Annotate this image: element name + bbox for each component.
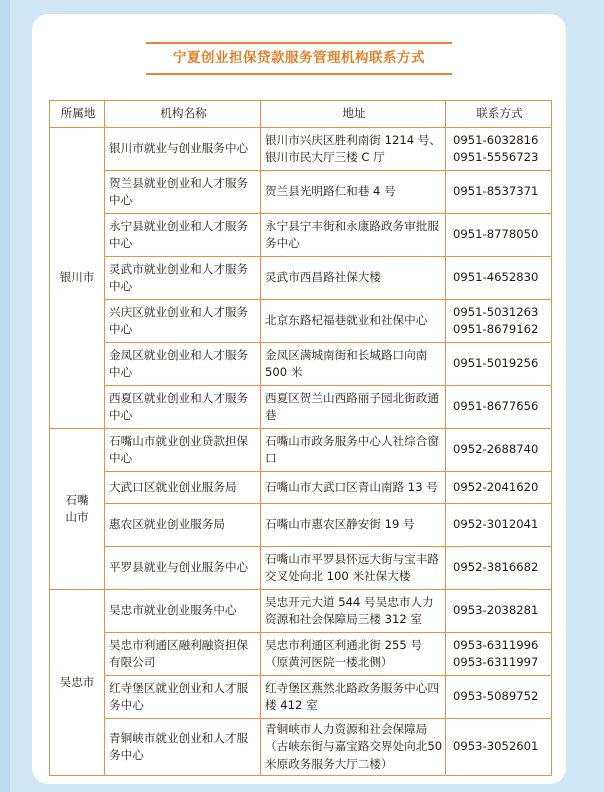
table-row: [50, 257, 552, 300]
phone-number: 0951-8679162: [453, 322, 539, 336]
address-cell: 西夏区贺兰山西路丽子园北街政通巷: [261, 386, 446, 429]
phone-number: 0953-6311997: [453, 655, 539, 669]
org-name-cell: 红寺堡区就业创业和人才服务中心: [105, 676, 261, 719]
org-name-cell: 吴忠市就业创业服务中心: [105, 590, 261, 633]
phone-cell: [446, 676, 552, 719]
header-address: 地址: [261, 101, 446, 128]
phone-cell: [446, 214, 552, 257]
org-name-cell: 青铜峡市就业创业和人才服务中心: [105, 719, 261, 776]
region-cell: 银川市: [50, 128, 105, 429]
org-name-cell: 石嘴山市就业创业贷款担保中心: [105, 429, 261, 472]
address-cell: 永宁县宁丰街和永康路政务审批服务中心: [261, 214, 446, 257]
address-cell: 贺兰县光明路仁和巷 4 号: [261, 171, 446, 214]
table-row: [50, 504, 552, 547]
phone-number: 0951-5031263: [453, 304, 539, 319]
table-row: [50, 547, 552, 590]
address-cell: 青铜峡市人力资源和社会保障局（古峡东街与嘉宝路交界处向北50 米原政务服务大厅二楼）: [261, 719, 446, 776]
address-cell: 金凤区满城南街和长城路口向南500 米: [261, 343, 446, 386]
address-cell: 石嘴山市惠农区静安街 19 号: [261, 504, 446, 547]
address-cell: 吴忠开元大道 544 号吴忠市人力资源和社会保障局三楼 312 室: [261, 590, 446, 633]
table-row: [50, 300, 552, 343]
phone-cell: [446, 386, 552, 429]
org-name-cell: 贺兰县就业创业和人才服务中心: [105, 171, 261, 214]
table-row: [50, 590, 552, 633]
page-side-strip: [0, 0, 10, 792]
org-name-cell: 吴忠市利通区融利融资担保有限公司: [105, 633, 261, 676]
org-name-cell: 西夏区就业创业和人才服务中心: [105, 386, 261, 429]
address-cell: 北京东路杞福巷就业和社保中心: [261, 300, 446, 343]
header-org: 机构名称: [105, 101, 261, 128]
phone-cell: [446, 128, 552, 171]
phone-number: 0953-2038281: [453, 603, 539, 618]
phone-cell: [446, 633, 552, 676]
phone-cell: [446, 343, 552, 386]
phone-cell: [446, 590, 552, 633]
phone-number: 0951-8778050: [453, 227, 539, 242]
header-phone: 联系方式: [446, 101, 552, 128]
phone-number: 0953-3052601: [453, 739, 539, 754]
address-cell: 灵武市西昌路社保大楼: [261, 257, 446, 300]
header-region: 所属地: [50, 101, 105, 128]
title-bottom-rule: [146, 73, 452, 75]
table-row: [50, 429, 552, 472]
phone-number: 0951-4652830: [453, 270, 539, 285]
title-block: [146, 42, 452, 74]
address-cell: 银川市兴庆区胜利南街 1214 号、银川市民大厅三楼 C 厅: [261, 128, 446, 171]
phone-cell: [446, 300, 552, 343]
phone-number: 0952-2041620: [453, 479, 539, 494]
table-row: [50, 128, 552, 171]
org-name-cell: 永宁县就业创业和人才服务中心: [105, 214, 261, 257]
phone-number: 0951-8677656: [453, 399, 539, 414]
phone-cell: [446, 429, 552, 472]
org-name-cell: 惠农区就业创业服务局: [105, 504, 261, 547]
address-cell: 石嘴山市大武口区青山南路 13 号: [261, 472, 446, 504]
org-name-cell: 兴庆区就业创业和人才服务中心: [105, 300, 261, 343]
phone-number: 0951-6032816: [453, 132, 539, 147]
phone-cell: [446, 257, 552, 300]
phone-number: 0951-8537371: [453, 184, 539, 199]
org-name-cell: 大武口区就业创业服务局: [105, 472, 261, 504]
address-cell: 石嘴山市平罗县怀远大街与宝丰路交叉处向北 100 米社保大楼: [261, 547, 446, 590]
phone-number: 0953-6311996: [453, 637, 539, 652]
phone-cell: [446, 504, 552, 547]
org-name-cell: 平罗县就业与创业服务中心: [105, 547, 261, 590]
address-cell: 红寺堡区燕然北路政务服务中心四楼 412 室: [261, 676, 446, 719]
table-row: [50, 171, 552, 214]
table-row: [50, 633, 552, 676]
phone-cell: [446, 472, 552, 504]
table-row: [50, 343, 552, 386]
org-name-cell: 银川市就业与创业服务中心: [105, 128, 261, 171]
phone-number: 0952-2688740: [453, 442, 539, 457]
contact-table: [49, 100, 552, 776]
phone-cell: [446, 547, 552, 590]
page-title: 宁夏创业担保贷款服务管理机构联系方式: [173, 50, 425, 66]
table-row: [50, 214, 552, 257]
region-cell: 石嘴山市: [50, 429, 105, 590]
region-cell: 吴忠市: [50, 590, 105, 776]
phone-number: 0952-3012041: [453, 517, 539, 532]
table-row: [50, 472, 552, 504]
org-name-cell: 灵武市就业创业和人才服务中心: [105, 257, 261, 300]
phone-cell: [446, 171, 552, 214]
phone-cell: [446, 719, 552, 776]
table-row: [50, 676, 552, 719]
table-header-row: [50, 101, 552, 128]
table-row: [50, 719, 552, 776]
phone-number: 0951-5019256: [453, 356, 539, 371]
phone-number: 0953-5089752: [453, 689, 539, 704]
table-row: [50, 386, 552, 429]
phone-number: 0951-5556723: [453, 150, 539, 164]
address-cell: 石嘴山市政务服务中心人社综合窗口: [261, 429, 446, 472]
org-name-cell: 金凤区就业创业和人才服务中心: [105, 343, 261, 386]
phone-number: 0952-3816682: [453, 560, 539, 575]
address-cell: 吴忠市利通区利通北街 255 号（原黄河医院一楼北侧）: [261, 633, 446, 676]
